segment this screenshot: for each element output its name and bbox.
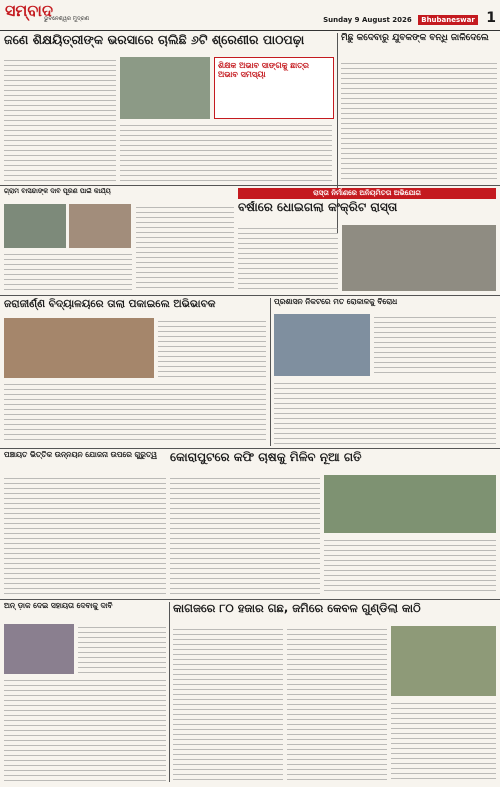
top-right-headline-box bbox=[341, 33, 497, 59]
band-title: ରାସ୍ତା ନିର୍ମାଣରେ ଅନିୟମିତତା ଅଭିଯୋଗ bbox=[238, 188, 496, 199]
mid-right-body bbox=[274, 380, 496, 444]
page-number: 1 bbox=[486, 10, 496, 26]
mid-left-photo-2 bbox=[69, 204, 131, 248]
bottom-left-headline-box bbox=[4, 602, 166, 622]
mid-left-body bbox=[4, 251, 132, 291]
tree-headline-box bbox=[173, 602, 496, 624]
tree-photo bbox=[391, 626, 496, 696]
column-rule bbox=[169, 602, 170, 782]
road-left-body bbox=[136, 204, 234, 292]
tree-body-col1 bbox=[173, 626, 283, 781]
school-photo bbox=[4, 318, 154, 378]
road-photo bbox=[342, 225, 496, 291]
farmer-headline-box bbox=[170, 451, 496, 473]
bottom-left-body bbox=[4, 677, 166, 781]
school-side-body bbox=[158, 318, 266, 378]
section-divider bbox=[0, 448, 500, 449]
top-right-body bbox=[341, 60, 497, 180]
lead-body-col1 bbox=[4, 57, 116, 182]
top-right-headline: ମିଛୁ କଦେବାରୁ ଯୁବକଙ୍କ ବନ୍ଧି ଜାଳିଦେଲେ bbox=[341, 33, 489, 43]
school-headline-box bbox=[4, 298, 266, 316]
mid-right-headline: ପ୍ରଶାସନ ନିକଟରେ ମତ ରୋକାଳକୁ ବିରୋଧ bbox=[274, 298, 398, 306]
bottom-left-photo bbox=[4, 624, 74, 674]
edition-city: Bhubaneswar bbox=[418, 15, 478, 25]
farmer-headline: କୋରାପୁଟରେ କଫି ଚାଷକୁ ମିଳିବ ନୂଆ ଗତି bbox=[170, 451, 362, 464]
lead-photo bbox=[120, 57, 210, 119]
farmer-photo bbox=[324, 475, 496, 533]
section-divider bbox=[0, 185, 500, 186]
lead-headline-box bbox=[4, 33, 334, 55]
farmer-body-col1 bbox=[170, 475, 320, 595]
road-body bbox=[238, 225, 338, 291]
mid-left-headline-box bbox=[4, 188, 132, 202]
school-headline: ଜରାଜୀର୍ଣ୍ଣ ବିଦ୍ୟାଳୟରେ ତାଲା ପକାଇଲେ ଅଭିଭାବକ bbox=[4, 298, 216, 310]
lead-headline: ଜଣେ ଶିକ୍ଷୟିତ୍ରୀଙ୍କ ଭରସାରେ ଚାଲିଛି ୬ଟି ଶ୍ରେଣୀର ପାଠପଢ଼ା bbox=[4, 33, 305, 47]
mid-left-photo-1 bbox=[4, 204, 66, 248]
edition-line: ଭୁବନେଶ୍ୱର ମୁଦ୍ରଣ bbox=[44, 16, 90, 22]
side-quote: ଶିକ୍ଷକ ଅଭାବ ସାଙ୍ଗକୁ ଛାତ୍ର ଅଭାବ ସମସ୍ୟା bbox=[218, 61, 309, 80]
mid-right-headline-box bbox=[274, 298, 496, 312]
lower-left-body bbox=[4, 475, 166, 595]
mid-right-side-body bbox=[374, 314, 496, 376]
lower-left-headline: ପଞ୍ଚାୟତ ଭିତ୍ତିକ ଉନ୍ନୟନ ଯୋଜନା ଉପରେ ଗୁରୁତ୍ୱ bbox=[4, 451, 158, 459]
mid-right-photo bbox=[274, 314, 370, 376]
tree-headline: କାଗଜରେ ୮୦ ହଜାର ଗଛ, ଜମିରେ କେବଳ ଗୁଣ୍ଡିଲା କାଠି bbox=[173, 602, 421, 615]
issue-date: Sunday 9 August 2026 bbox=[323, 16, 412, 24]
farmer-body-col2 bbox=[324, 537, 496, 595]
masthead-right bbox=[323, 10, 496, 26]
column-rule bbox=[270, 298, 271, 446]
lower-left-headline-box bbox=[4, 451, 166, 473]
logo-text: ସମ୍ବାଦ bbox=[5, 1, 53, 20]
masthead bbox=[0, 0, 500, 31]
side-quote-box bbox=[214, 57, 334, 119]
lead-text bbox=[4, 57, 116, 182]
tree-body-col2 bbox=[287, 626, 387, 781]
section-divider bbox=[0, 599, 500, 600]
mid-left-headline: ଗ୍ରାମ ବାସିନ୍ଦାଙ୍କ ଦାବି ପୂରଣ ପାଇଁ କାର୍ଯ୍ୟ bbox=[4, 188, 111, 195]
bottom-left-headline: ଅନ୍ ଡ଼ାକ ଦେଇ ସହାୟତା ଦେବାକୁ ଦାବି bbox=[4, 602, 113, 610]
tree-body-col3 bbox=[391, 700, 496, 781]
newspaper-logo bbox=[5, 1, 53, 27]
road-headline: ବର୍ଷାରେ ଧୋଇଗଲା କଂକ୍ରିଟ ରାସ୍ତା bbox=[238, 201, 398, 214]
school-body bbox=[4, 381, 266, 443]
road-headline-box bbox=[238, 201, 496, 223]
lead-body-col2 bbox=[120, 122, 332, 182]
bottom-left-side-body bbox=[78, 624, 166, 674]
section-divider bbox=[0, 295, 500, 296]
